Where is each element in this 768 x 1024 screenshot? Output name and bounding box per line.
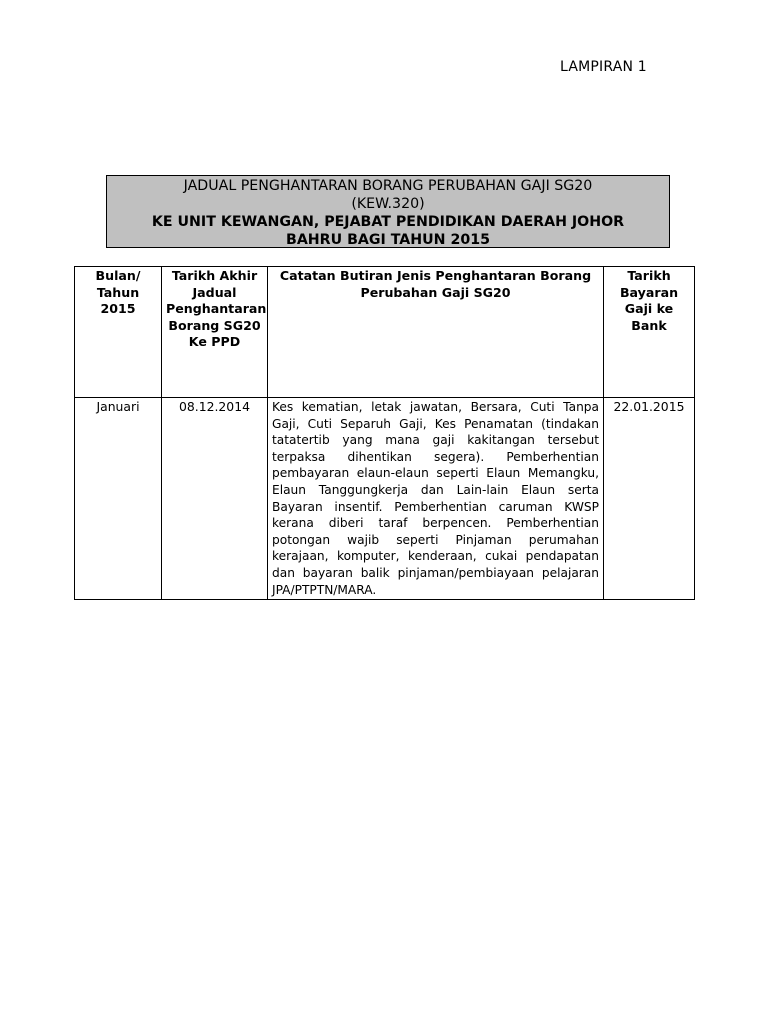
column-header-month: Bulan/ Tahun 2015 xyxy=(75,267,162,398)
table-row xyxy=(75,398,695,600)
column-header-notes: Catatan Butiran Jenis Penghantaran Borang Perubahan Gaji SG20 xyxy=(268,267,604,398)
table-header-row xyxy=(75,267,695,398)
title-line-1: JADUAL PENGHANTARAN BORANG PERUBAHAN GAJI SG20 xyxy=(183,178,593,194)
title-line-3: KE UNIT KEWANGAN, PEJABAT PENDIDIKAN DAERAH JOHOR xyxy=(151,214,625,230)
document-title-box xyxy=(106,175,670,248)
schedule-table xyxy=(74,266,695,600)
cell-month: Januari xyxy=(75,398,162,600)
cell-notes: Kes kematian, letak jawatan, Bersara, Cuti Tanpa Gaji, Cuti Separuh Gaji, Kes Penamatan (tindakan tatatertib yang mana gaji kakitangan tersebut terpaksa dihentikan segera). Pemberhentian pembayaran elaun-elaun seperti Elaun Memangku, Elaun Tanggungkerja dan Lain-lain Elaun serta Bayaran insentif. Pemberhentian caruman KWSP kerana diberi taraf berpencen. Pemberhentian potongan wajib seperti Pinjaman perumahan kerajaan, komputer, kenderaan, cukai pendapatan dan bayaran balik pinjaman/pembiayaan pelajaran JPA/PTPTN/MARA. xyxy=(268,398,604,600)
title-line-4: BAHRU BAGI TAHUN 2015 xyxy=(286,232,490,248)
cell-deadline: 08.12.2014 xyxy=(162,398,268,600)
column-header-bank-date: Tarikh Bayaran Gaji ke Bank xyxy=(604,267,695,398)
column-header-deadline: Tarikh Akhir Jadual Penghantaran Borang SG20 Ke PPD xyxy=(162,267,268,398)
appendix-label: LAMPIRAN 1 xyxy=(560,59,647,75)
title-line-2: (KEW.320) xyxy=(351,196,425,212)
cell-bank-date: 22.01.2015 xyxy=(604,398,695,600)
